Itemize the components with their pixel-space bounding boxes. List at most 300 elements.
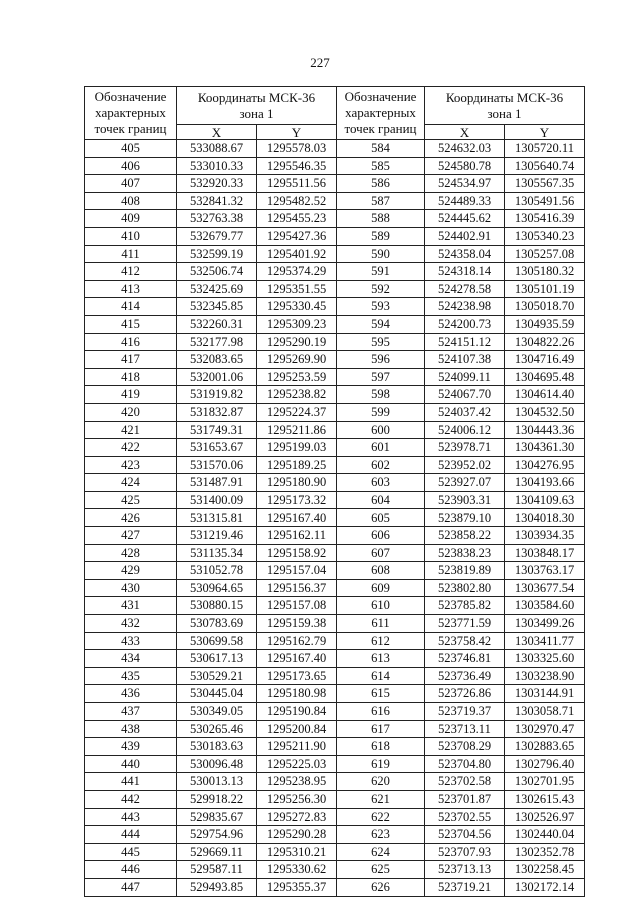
header-label-line: точек границ <box>344 121 417 136</box>
y-coordinate-cell: 1295401.92 <box>257 245 337 263</box>
x-coordinate-cell: 524200.73 <box>425 315 505 333</box>
header-label-line: характерных <box>345 105 416 120</box>
table-row <box>85 861 585 879</box>
point-number-cell: 447 <box>85 878 177 896</box>
y-coordinate-cell: 1304193.66 <box>505 474 585 492</box>
table-row <box>85 474 585 492</box>
point-number-cell: 590 <box>337 245 425 263</box>
header-label-line: Координаты МСК-36 <box>197 89 316 105</box>
x-coordinate-cell: 523927.07 <box>425 474 505 492</box>
y-coordinate-cell: 1304532.50 <box>505 403 585 421</box>
x-coordinate-cell: 524151.12 <box>425 333 505 351</box>
table-row <box>85 227 585 245</box>
table-row <box>85 157 585 175</box>
y-coordinate-cell: 1295578.03 <box>257 140 337 158</box>
point-designation-header-right <box>337 87 425 140</box>
x-coordinate-cell: 532841.32 <box>177 192 257 210</box>
y-coordinate-cell: 1295225.03 <box>257 755 337 773</box>
y-coordinate-cell: 1304276.95 <box>505 456 585 474</box>
point-number-cell: 615 <box>337 685 425 703</box>
x-coordinate-cell: 524067.70 <box>425 386 505 404</box>
point-number-cell: 596 <box>337 351 425 369</box>
y-coordinate-cell: 1305340.23 <box>505 227 585 245</box>
x-coordinate-cell: 531749.31 <box>177 421 257 439</box>
y-column-header: Y <box>505 125 585 140</box>
point-number-cell: 411 <box>85 245 177 263</box>
y-coordinate-cell: 1302615.43 <box>505 790 585 808</box>
y-coordinate-cell: 1303144.91 <box>505 685 585 703</box>
table-row <box>85 790 585 808</box>
y-coordinate-cell: 1295162.79 <box>257 632 337 650</box>
point-number-cell: 585 <box>337 157 425 175</box>
y-coordinate-cell: 1303677.54 <box>505 579 585 597</box>
x-coordinate-cell: 524006.12 <box>425 421 505 439</box>
y-coordinate-cell: 1295159.38 <box>257 615 337 633</box>
x-coordinate-cell: 532260.31 <box>177 315 257 333</box>
point-number-cell: 425 <box>85 491 177 509</box>
y-coordinate-cell: 1295190.84 <box>257 703 337 721</box>
y-coordinate-cell: 1295199.03 <box>257 439 337 457</box>
x-coordinate-cell: 532083.65 <box>177 351 257 369</box>
y-coordinate-cell: 1305491.56 <box>505 192 585 210</box>
point-number-cell: 603 <box>337 474 425 492</box>
point-number-cell: 595 <box>337 333 425 351</box>
x-coordinate-cell: 529835.67 <box>177 808 257 826</box>
point-number-cell: 592 <box>337 280 425 298</box>
point-number-cell: 436 <box>85 685 177 703</box>
x-coordinate-cell: 524278.58 <box>425 280 505 298</box>
x-coordinate-cell: 531487.91 <box>177 474 257 492</box>
point-number-cell: 407 <box>85 175 177 193</box>
y-coordinate-cell: 1304614.40 <box>505 386 585 404</box>
x-coordinate-cell: 532425.69 <box>177 280 257 298</box>
y-coordinate-cell: 1295309.23 <box>257 315 337 333</box>
x-coordinate-cell: 529493.85 <box>177 878 257 896</box>
y-coordinate-cell: 1302883.65 <box>505 738 585 756</box>
point-number-cell: 621 <box>337 790 425 808</box>
y-coordinate-cell: 1304716.49 <box>505 351 585 369</box>
y-coordinate-cell: 1302440.04 <box>505 826 585 844</box>
point-number-cell: 613 <box>337 650 425 668</box>
point-number-cell: 421 <box>85 421 177 439</box>
table-row <box>85 386 585 404</box>
table-row <box>85 720 585 738</box>
x-coordinate-cell: 533010.33 <box>177 157 257 175</box>
x-coordinate-cell: 532763.38 <box>177 210 257 228</box>
point-number-cell: 601 <box>337 439 425 457</box>
table-row <box>85 597 585 615</box>
table-header-row <box>85 87 585 125</box>
point-number-cell: 626 <box>337 878 425 896</box>
x-coordinate-cell: 530699.58 <box>177 632 257 650</box>
point-number-cell: 609 <box>337 579 425 597</box>
y-coordinate-cell: 1295269.90 <box>257 351 337 369</box>
point-number-cell: 432 <box>85 615 177 633</box>
table-row <box>85 439 585 457</box>
point-number-cell: 406 <box>85 157 177 175</box>
coordinates-table <box>84 86 585 897</box>
x-coordinate-cell: 530445.04 <box>177 685 257 703</box>
point-number-cell: 424 <box>85 474 177 492</box>
point-number-cell: 414 <box>85 298 177 316</box>
point-number-cell: 444 <box>85 826 177 844</box>
point-number-cell: 405 <box>85 140 177 158</box>
x-coordinate-cell: 523713.11 <box>425 720 505 738</box>
x-coordinate-cell: 530880.15 <box>177 597 257 615</box>
point-number-cell: 420 <box>85 403 177 421</box>
table-row <box>85 878 585 896</box>
y-coordinate-cell: 1303763.17 <box>505 562 585 580</box>
y-coordinate-cell: 1295290.28 <box>257 826 337 844</box>
y-coordinate-cell: 1303499.26 <box>505 615 585 633</box>
point-number-cell: 422 <box>85 439 177 457</box>
y-coordinate-cell: 1304443.36 <box>505 421 585 439</box>
x-coordinate-cell: 531832.87 <box>177 403 257 421</box>
y-coordinate-cell: 1295330.45 <box>257 298 337 316</box>
point-number-cell: 605 <box>337 509 425 527</box>
y-coordinate-cell: 1295290.19 <box>257 333 337 351</box>
x-coordinate-cell: 531653.67 <box>177 439 257 457</box>
header-label-line: Координаты МСК-36 <box>445 89 564 105</box>
x-coordinate-cell: 531219.46 <box>177 527 257 545</box>
y-coordinate-cell: 1295167.40 <box>257 509 337 527</box>
x-coordinate-cell: 524402.91 <box>425 227 505 245</box>
point-number-cell: 427 <box>85 527 177 545</box>
y-coordinate-cell: 1295272.83 <box>257 808 337 826</box>
x-coordinate-cell: 529918.22 <box>177 790 257 808</box>
point-number-cell: 598 <box>337 386 425 404</box>
point-number-cell: 593 <box>337 298 425 316</box>
point-number-cell: 608 <box>337 562 425 580</box>
y-coordinate-cell: 1305416.39 <box>505 210 585 228</box>
y-coordinate-cell: 1303848.17 <box>505 544 585 562</box>
x-coordinate-cell: 530617.13 <box>177 650 257 668</box>
point-number-cell: 413 <box>85 280 177 298</box>
x-coordinate-cell: 524358.04 <box>425 245 505 263</box>
x-coordinate-cell: 523702.55 <box>425 808 505 826</box>
x-coordinate-cell: 524489.33 <box>425 192 505 210</box>
point-number-cell: 600 <box>337 421 425 439</box>
table-row <box>85 826 585 844</box>
y-coordinate-cell: 1295200.84 <box>257 720 337 738</box>
table-row <box>85 245 585 263</box>
y-coordinate-cell: 1295253.59 <box>257 368 337 386</box>
table-row <box>85 738 585 756</box>
y-coordinate-cell: 1295330.62 <box>257 861 337 879</box>
table-row <box>85 615 585 633</box>
y-coordinate-cell: 1303584.60 <box>505 597 585 615</box>
y-coordinate-cell: 1305720.11 <box>505 140 585 158</box>
y-coordinate-cell: 1295167.40 <box>257 650 337 668</box>
point-number-cell: 415 <box>85 315 177 333</box>
point-designation-header-left <box>85 87 177 140</box>
table-row <box>85 755 585 773</box>
x-coordinate-cell: 530964.65 <box>177 579 257 597</box>
y-coordinate-cell: 1295482.52 <box>257 192 337 210</box>
x-coordinate-cell: 523952.02 <box>425 456 505 474</box>
x-coordinate-cell: 523702.58 <box>425 773 505 791</box>
header-label-line: зона 1 <box>487 105 522 121</box>
point-number-cell: 435 <box>85 667 177 685</box>
point-number-cell: 417 <box>85 351 177 369</box>
y-coordinate-cell: 1295158.92 <box>257 544 337 562</box>
table-row <box>85 333 585 351</box>
table-row <box>85 298 585 316</box>
point-number-cell: 607 <box>337 544 425 562</box>
point-number-cell: 419 <box>85 386 177 404</box>
y-coordinate-cell: 1295211.86 <box>257 421 337 439</box>
table-row <box>85 263 585 281</box>
x-coordinate-cell: 530529.21 <box>177 667 257 685</box>
y-coordinate-cell: 1295189.25 <box>257 456 337 474</box>
x-coordinate-cell: 523704.56 <box>425 826 505 844</box>
point-number-cell: 624 <box>337 843 425 861</box>
y-coordinate-cell: 1302796.40 <box>505 755 585 773</box>
point-number-cell: 408 <box>85 192 177 210</box>
y-coordinate-cell: 1295511.56 <box>257 175 337 193</box>
point-number-cell: 610 <box>337 597 425 615</box>
x-coordinate-cell: 530783.69 <box>177 615 257 633</box>
point-number-cell: 586 <box>337 175 425 193</box>
point-number-cell: 611 <box>337 615 425 633</box>
table-row <box>85 491 585 509</box>
point-number-cell: 622 <box>337 808 425 826</box>
x-coordinate-cell: 532177.98 <box>177 333 257 351</box>
x-coordinate-cell: 530183.63 <box>177 738 257 756</box>
y-coordinate-cell: 1304822.26 <box>505 333 585 351</box>
y-coordinate-cell: 1302970.47 <box>505 720 585 738</box>
point-number-cell: 606 <box>337 527 425 545</box>
x-coordinate-cell: 523708.29 <box>425 738 505 756</box>
table-row <box>85 703 585 721</box>
x-coordinate-cell: 532001.06 <box>177 368 257 386</box>
table-row <box>85 315 585 333</box>
x-coordinate-cell: 530349.05 <box>177 703 257 721</box>
point-number-cell: 446 <box>85 861 177 879</box>
x-coordinate-cell: 532679.77 <box>177 227 257 245</box>
point-number-cell: 591 <box>337 263 425 281</box>
point-number-cell: 442 <box>85 790 177 808</box>
point-number-cell: 412 <box>85 263 177 281</box>
header-label-line: Обозначение <box>94 89 167 104</box>
x-coordinate-cell: 523858.22 <box>425 527 505 545</box>
x-coordinate-cell: 523704.80 <box>425 755 505 773</box>
x-coordinate-cell: 524445.62 <box>425 210 505 228</box>
y-coordinate-cell: 1295355.37 <box>257 878 337 896</box>
table-row <box>85 685 585 703</box>
y-coordinate-cell: 1303411.77 <box>505 632 585 650</box>
point-number-cell: 445 <box>85 843 177 861</box>
x-coordinate-cell: 523819.89 <box>425 562 505 580</box>
point-number-cell: 416 <box>85 333 177 351</box>
y-coordinate-cell: 1295162.11 <box>257 527 337 545</box>
x-coordinate-cell: 523802.80 <box>425 579 505 597</box>
table-row <box>85 562 585 580</box>
point-number-cell: 423 <box>85 456 177 474</box>
x-coordinate-cell: 523758.42 <box>425 632 505 650</box>
point-number-cell: 625 <box>337 861 425 879</box>
x-coordinate-cell: 529754.96 <box>177 826 257 844</box>
y-coordinate-cell: 1304109.63 <box>505 491 585 509</box>
x-coordinate-cell: 532599.19 <box>177 245 257 263</box>
y-coordinate-cell: 1302172.14 <box>505 878 585 896</box>
x-coordinate-cell: 531570.06 <box>177 456 257 474</box>
coordinate-system-header-right <box>425 87 585 125</box>
y-coordinate-cell: 1305101.19 <box>505 280 585 298</box>
point-number-cell: 620 <box>337 773 425 791</box>
y-coordinate-cell: 1302526.97 <box>505 808 585 826</box>
y-coordinate-cell: 1303238.90 <box>505 667 585 685</box>
x-coordinate-cell: 531400.09 <box>177 491 257 509</box>
x-coordinate-cell: 523978.71 <box>425 439 505 457</box>
table-row <box>85 773 585 791</box>
y-coordinate-cell: 1295173.32 <box>257 491 337 509</box>
y-coordinate-cell: 1295157.08 <box>257 597 337 615</box>
y-coordinate-cell: 1303325.60 <box>505 650 585 668</box>
point-number-cell: 418 <box>85 368 177 386</box>
x-coordinate-cell: 524632.03 <box>425 140 505 158</box>
x-coordinate-cell: 524318.14 <box>425 263 505 281</box>
table-row <box>85 280 585 298</box>
y-coordinate-cell: 1304018.30 <box>505 509 585 527</box>
table-row <box>85 140 585 158</box>
table-row <box>85 527 585 545</box>
table-row <box>85 843 585 861</box>
y-coordinate-cell: 1295224.37 <box>257 403 337 421</box>
y-coordinate-cell: 1295546.35 <box>257 157 337 175</box>
x-coordinate-cell: 523785.82 <box>425 597 505 615</box>
y-coordinate-cell: 1295374.29 <box>257 263 337 281</box>
x-coordinate-cell: 523719.37 <box>425 703 505 721</box>
y-coordinate-cell: 1303058.71 <box>505 703 585 721</box>
table-row <box>85 650 585 668</box>
point-number-cell: 439 <box>85 738 177 756</box>
y-coordinate-cell: 1295310.21 <box>257 843 337 861</box>
x-coordinate-cell: 532345.85 <box>177 298 257 316</box>
x-coordinate-cell: 524534.97 <box>425 175 505 193</box>
x-coordinate-cell: 533088.67 <box>177 140 257 158</box>
header-label-line: точек границ <box>94 121 167 136</box>
point-number-cell: 617 <box>337 720 425 738</box>
x-coordinate-cell: 524099.11 <box>425 368 505 386</box>
x-coordinate-cell: 532920.33 <box>177 175 257 193</box>
y-coordinate-cell: 1302352.78 <box>505 843 585 861</box>
table-row <box>85 192 585 210</box>
table-row <box>85 632 585 650</box>
x-coordinate-cell: 523903.31 <box>425 491 505 509</box>
point-number-cell: 440 <box>85 755 177 773</box>
header-label-line: зона 1 <box>239 105 274 121</box>
point-number-cell: 589 <box>337 227 425 245</box>
x-coordinate-cell: 523736.49 <box>425 667 505 685</box>
table-row <box>85 456 585 474</box>
x-coordinate-cell: 523726.86 <box>425 685 505 703</box>
point-number-cell: 604 <box>337 491 425 509</box>
y-coordinate-cell: 1295351.55 <box>257 280 337 298</box>
point-number-cell: 438 <box>85 720 177 738</box>
point-number-cell: 612 <box>337 632 425 650</box>
point-number-cell: 430 <box>85 579 177 597</box>
point-number-cell: 588 <box>337 210 425 228</box>
table-row <box>85 808 585 826</box>
point-number-cell: 437 <box>85 703 177 721</box>
x-coordinate-cell: 524238.98 <box>425 298 505 316</box>
point-number-cell: 587 <box>337 192 425 210</box>
x-coordinate-cell: 523838.23 <box>425 544 505 562</box>
x-coordinate-cell: 531919.82 <box>177 386 257 404</box>
y-coordinate-cell: 1305640.74 <box>505 157 585 175</box>
x-coordinate-cell: 524580.78 <box>425 157 505 175</box>
y-coordinate-cell: 1303934.35 <box>505 527 585 545</box>
y-coordinate-cell: 1295157.04 <box>257 562 337 580</box>
y-coordinate-cell: 1305018.70 <box>505 298 585 316</box>
x-coordinate-cell: 523746.81 <box>425 650 505 668</box>
y-coordinate-cell: 1305180.32 <box>505 263 585 281</box>
y-coordinate-cell: 1304695.48 <box>505 368 585 386</box>
point-number-cell: 614 <box>337 667 425 685</box>
point-number-cell: 409 <box>85 210 177 228</box>
table-row <box>85 421 585 439</box>
table-row <box>85 509 585 527</box>
point-number-cell: 616 <box>337 703 425 721</box>
table-body <box>85 140 585 897</box>
table-row <box>85 544 585 562</box>
x-coordinate-cell: 524107.38 <box>425 351 505 369</box>
x-coordinate-cell: 523719.21 <box>425 878 505 896</box>
y-coordinate-cell: 1304935.59 <box>505 315 585 333</box>
page-number: 227 <box>310 55 330 70</box>
point-number-cell: 428 <box>85 544 177 562</box>
y-coordinate-cell: 1295180.90 <box>257 474 337 492</box>
point-number-cell: 619 <box>337 755 425 773</box>
y-coordinate-cell: 1295180.98 <box>257 685 337 703</box>
point-number-cell: 584 <box>337 140 425 158</box>
point-number-cell: 434 <box>85 650 177 668</box>
point-number-cell: 597 <box>337 368 425 386</box>
x-coordinate-cell: 531052.78 <box>177 562 257 580</box>
table-row <box>85 368 585 386</box>
x-coordinate-cell: 523879.10 <box>425 509 505 527</box>
x-coordinate-cell: 532506.74 <box>177 263 257 281</box>
header-label-line: Обозначение <box>344 89 417 104</box>
y-coordinate-cell: 1295256.30 <box>257 790 337 808</box>
y-coordinate-cell: 1295427.36 <box>257 227 337 245</box>
header-label-line: характерных <box>95 105 166 120</box>
y-coordinate-cell: 1295156.37 <box>257 579 337 597</box>
y-coordinate-cell: 1295211.90 <box>257 738 337 756</box>
point-number-cell: 410 <box>85 227 177 245</box>
y-coordinate-cell: 1295238.95 <box>257 773 337 791</box>
y-column-header: Y <box>257 125 337 140</box>
y-coordinate-cell: 1305257.08 <box>505 245 585 263</box>
x-coordinate-cell: 523771.59 <box>425 615 505 633</box>
x-coordinate-cell: 523713.13 <box>425 861 505 879</box>
table-row <box>85 210 585 228</box>
point-number-cell: 431 <box>85 597 177 615</box>
y-coordinate-cell: 1295173.65 <box>257 667 337 685</box>
point-number-cell: 599 <box>337 403 425 421</box>
x-coordinate-cell: 530096.48 <box>177 755 257 773</box>
point-number-cell: 618 <box>337 738 425 756</box>
x-coordinate-cell: 524037.42 <box>425 403 505 421</box>
table-row <box>85 579 585 597</box>
x-column-header: X <box>425 125 505 140</box>
x-coordinate-cell: 529669.11 <box>177 843 257 861</box>
x-coordinate-cell: 530265.46 <box>177 720 257 738</box>
table-row <box>85 403 585 421</box>
y-coordinate-cell: 1295455.23 <box>257 210 337 228</box>
point-number-cell: 441 <box>85 773 177 791</box>
